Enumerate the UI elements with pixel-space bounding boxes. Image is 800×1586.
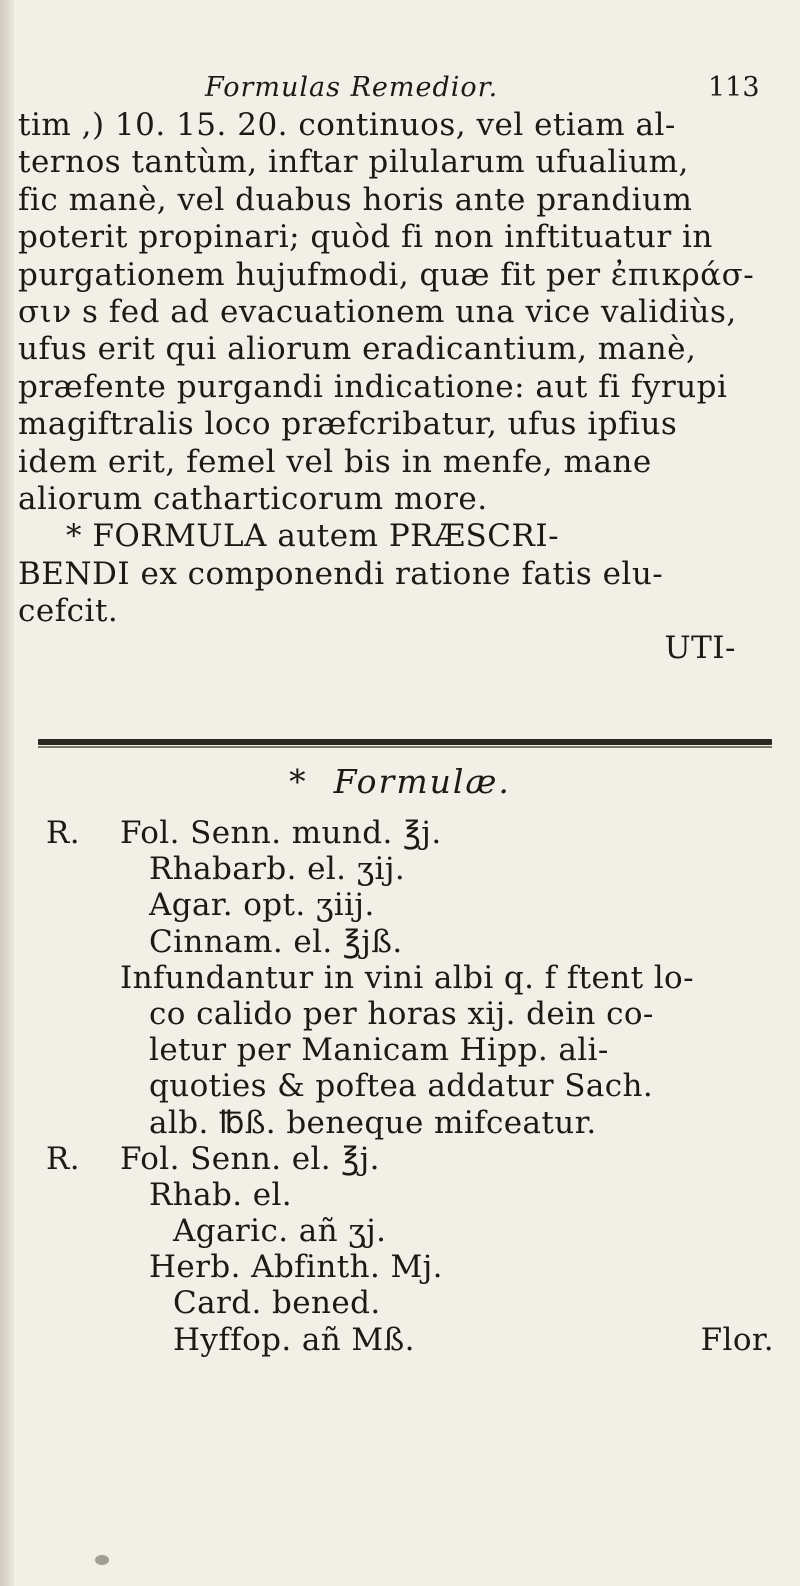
text-line: præfente purgandi indicatione: aut fi fyrupi bbox=[18, 368, 728, 405]
page-number: 113 bbox=[708, 72, 760, 103]
recipe-line bbox=[46, 887, 786, 923]
recipe-text: Rhab. el. bbox=[149, 1176, 293, 1213]
recipe-text: Agaric. añ ʒj. bbox=[173, 1213, 387, 1250]
recipe-text: Agar. opt. ʒiij. bbox=[149, 887, 375, 924]
text-line: magiftralis loco præfcribatur, ufus ipfius bbox=[18, 406, 678, 443]
recipe-line bbox=[46, 924, 786, 960]
text-line: σιν s fed ad evacuationem una vice validiùs, bbox=[18, 293, 737, 330]
page-header bbox=[0, 70, 800, 110]
recipe-text: alb. ℔ß. beneque mifceatur. bbox=[149, 1104, 597, 1141]
catchword: UTI- bbox=[664, 630, 736, 667]
formulae-heading bbox=[0, 762, 800, 801]
recipe-text: Fol. Senn. el. ℥j. bbox=[120, 1140, 380, 1177]
text-line: * FORMULA autem PRÆSCRI- bbox=[66, 518, 560, 555]
recipe-text: Cinnam. el. ℥jß. bbox=[149, 923, 403, 960]
recipe-text: Hyffop. añ Mß. bbox=[173, 1321, 415, 1358]
recipe-line bbox=[46, 1068, 786, 1104]
recipe-line bbox=[46, 1322, 786, 1358]
text-line: poterit propinari; quòd fi non inftituatur in bbox=[18, 219, 713, 256]
recipe-text: Infundantur in vini albi q. f ftent lo- bbox=[120, 959, 694, 996]
formulae-title: Formulæ. bbox=[333, 762, 511, 801]
recipe-text: Rhabarb. el. ʒij. bbox=[149, 851, 406, 888]
ink-smudge bbox=[95, 1555, 109, 1565]
recipe-line bbox=[46, 1177, 786, 1213]
recipe-line bbox=[46, 1141, 786, 1177]
text-line: ufus erit qui aliorum eradicantium, manè, bbox=[18, 331, 697, 368]
recipe-line bbox=[46, 1105, 786, 1141]
catchword-bottom: Flor. bbox=[700, 1321, 774, 1358]
recipe-line bbox=[46, 1032, 786, 1068]
text-line: aliorum catharticorum more. bbox=[18, 480, 488, 517]
recipe-text: quoties & poftea addatur Sach. bbox=[149, 1068, 654, 1105]
section-rule-shadow bbox=[38, 746, 772, 748]
section-rule bbox=[38, 739, 772, 745]
text-line: tim ,) 10. 15. 20. continuos, vel etiam al- bbox=[18, 107, 676, 143]
recipe-line bbox=[46, 1285, 786, 1321]
recipe-line bbox=[46, 1213, 786, 1249]
recipe-line bbox=[46, 960, 786, 996]
recipe-text: Herb. Abfinth. Mj. bbox=[149, 1249, 443, 1286]
running-head: Formulas Remedior. bbox=[205, 72, 499, 103]
recipe-line bbox=[46, 815, 786, 851]
text-line: ternos tantùm, inftar pilularum ufualium, bbox=[18, 144, 689, 181]
text-line: BENDI ex componendi ratione fatis elu- bbox=[18, 555, 664, 592]
asterisk-mark: * bbox=[289, 762, 308, 801]
recipe-text: co calido per horas xij. dein co- bbox=[149, 995, 654, 1032]
recipe-mark: R. bbox=[46, 1140, 80, 1177]
text-line: fic manè, vel duabus horis ante prandium bbox=[18, 181, 693, 218]
text-line: idem erit, femel vel bis in menfe, mane bbox=[18, 443, 652, 480]
recipe-list bbox=[46, 815, 786, 1358]
text-line: purgationem hujufmodi, quæ fit per ἐπικράσ- bbox=[18, 256, 755, 293]
recipe-line bbox=[46, 1249, 786, 1285]
recipe-mark: R. bbox=[46, 815, 80, 851]
recipe-line bbox=[46, 996, 786, 1032]
body-text bbox=[18, 107, 788, 668]
recipe-text: Card. bened. bbox=[173, 1285, 381, 1322]
recipe-text: letur per Manicam Hipp. ali- bbox=[149, 1032, 609, 1069]
recipe-text: Fol. Senn. mund. ℥j. bbox=[120, 815, 442, 851]
recipe-line bbox=[46, 851, 786, 887]
text-line: cefcit. bbox=[18, 593, 119, 630]
